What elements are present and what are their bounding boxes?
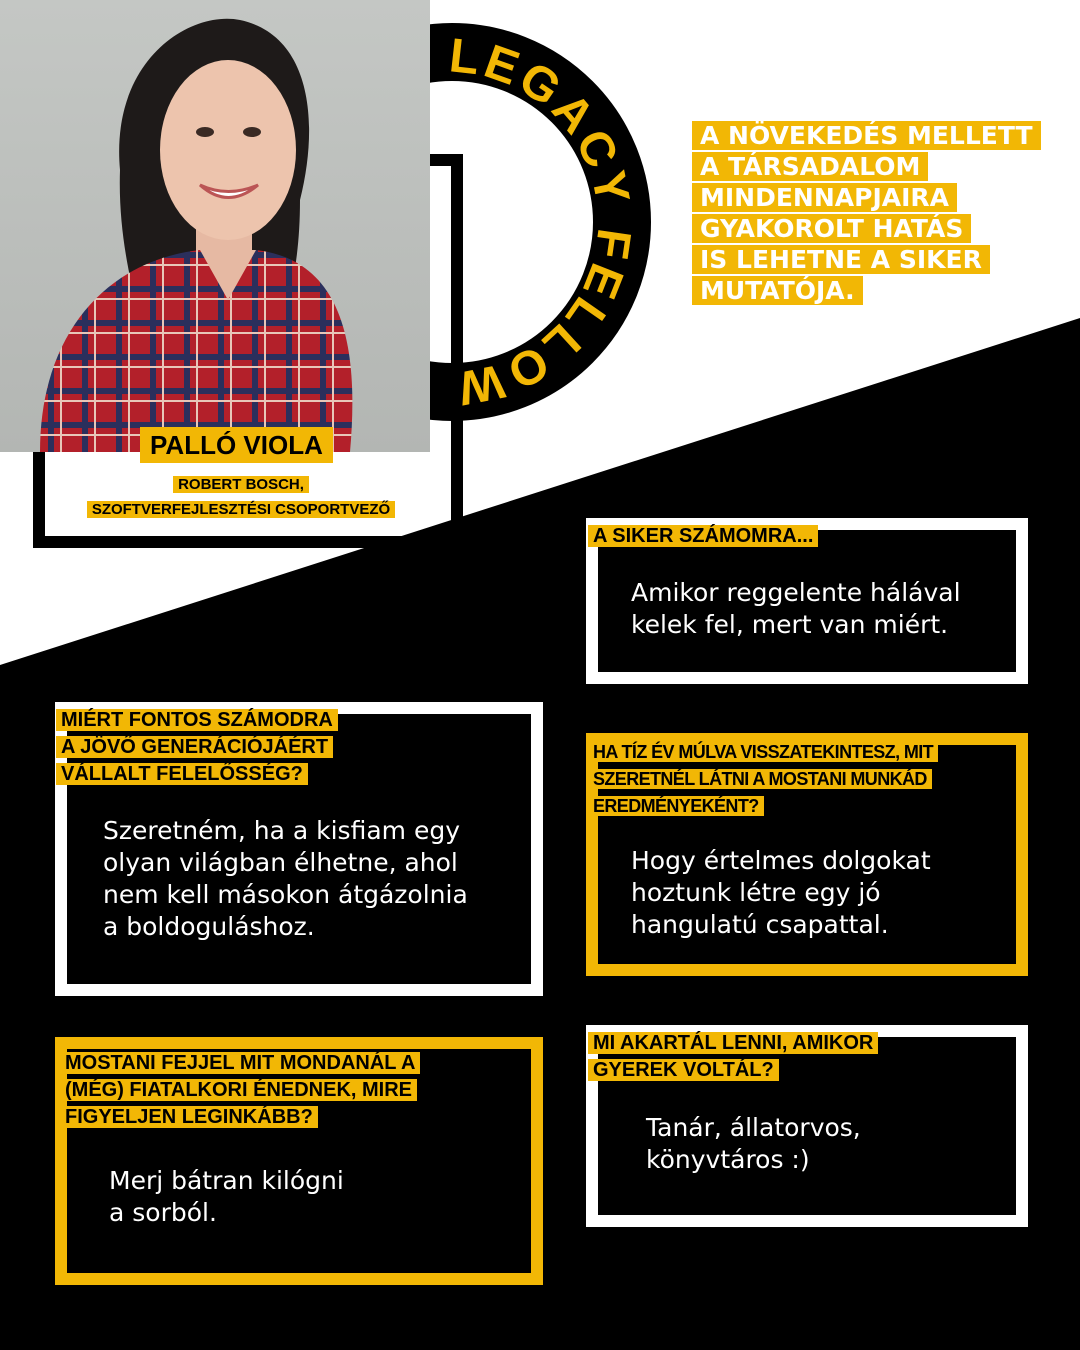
role-line-2: SZOFTVERFEJLESZTÉSI CSOPORTVEZŐ (87, 501, 395, 518)
quote-line-2: A TÁRSADALOM (692, 152, 928, 181)
person-name: PALLÓ VIOLA (140, 427, 333, 463)
question-younger-self-line-3: FIGYELJEN LEGINKÁBB? (60, 1106, 318, 1128)
role-line-1: ROBERT BOSCH, (173, 476, 309, 493)
answer-ten-years-line-2: hoztunk létre egy jó (631, 878, 881, 907)
answer-success-line-2: kelek fel, mert van miért. (631, 610, 949, 639)
question-success-line-1: A SIKER SZÁMOMRA... (588, 525, 818, 547)
quote-line-1: A NÖVEKEDÉS MELLETT (692, 121, 1041, 150)
question-responsibility-line-3: VÁLLALT FELELŐSSÉG? (56, 763, 308, 785)
answer-responsibility-line-3: nem kell másokon átgázolnia (103, 880, 468, 909)
person-role (60, 472, 422, 522)
answer-success (631, 577, 961, 641)
question-younger-self-line-2: (MÉG) FIATALKORI ÉNEDNEK, MIRE (60, 1079, 417, 1101)
quote-line-6: MUTATÓJA. (692, 276, 863, 305)
question-younger-self (60, 1050, 420, 1131)
answer-responsibility-line-1: Szeretném, ha a kisfiam egy (103, 816, 460, 845)
answer-childhood (646, 1112, 861, 1176)
question-ten-years-line-3: EREDMÉNYEKÉNT? (588, 796, 764, 816)
question-responsibility (56, 707, 338, 788)
question-responsibility-line-1: MIÉRT FONTOS SZÁMODRA (56, 709, 338, 731)
answer-responsibility (103, 815, 468, 943)
answer-responsibility-line-4: a boldoguláshoz. (103, 912, 315, 941)
question-ten-years (588, 739, 938, 820)
question-younger-self-line-1: MOSTANI FEJJEL MIT MONDANÁL A (60, 1052, 420, 1074)
answer-younger-self (109, 1165, 344, 1229)
answer-younger-self-line-2: a sorból. (109, 1198, 217, 1227)
headline-quote (692, 120, 1052, 306)
badge-text: LEGACY FELLOW (446, 29, 641, 416)
question-responsibility-line-2: A JÖVŐ GENERÁCIÓJÁÉRT (56, 736, 333, 758)
question-success (588, 523, 818, 550)
answer-childhood-line-2: könyvtáros :) (646, 1145, 810, 1174)
question-childhood-line-2: GYEREK VOLTÁL? (588, 1059, 779, 1081)
answer-responsibility-line-2: olyan világban élhetne, ahol (103, 848, 458, 877)
quote-line-5: IS LEHETNE A SIKER (692, 245, 990, 274)
answer-younger-self-line-1: Merj bátran kilógni (109, 1166, 344, 1195)
answer-success-line-1: Amikor reggelente hálával (631, 578, 961, 607)
answer-ten-years (631, 845, 931, 941)
question-ten-years-line-2: SZERETNÉL LÁTNI A MOSTANI MUNKÁD (588, 769, 932, 789)
answer-ten-years-line-3: hangulatú csapattal. (631, 910, 889, 939)
answer-childhood-line-1: Tanár, állatorvos, (646, 1113, 861, 1142)
question-childhood (588, 1030, 878, 1084)
quote-line-3: MINDENNAPJAIRA (692, 183, 957, 212)
portrait-photo (0, 0, 430, 452)
quote-line-4: GYAKOROLT HATÁS (692, 214, 971, 243)
answer-ten-years-line-1: Hogy értelmes dolgokat (631, 846, 931, 875)
question-ten-years-line-1: HA TÍZ ÉV MÚLVA VISSZATEKINTESZ, MIT (588, 742, 938, 762)
question-childhood-line-1: MI AKARTÁL LENNI, AMIKOR (588, 1032, 878, 1054)
